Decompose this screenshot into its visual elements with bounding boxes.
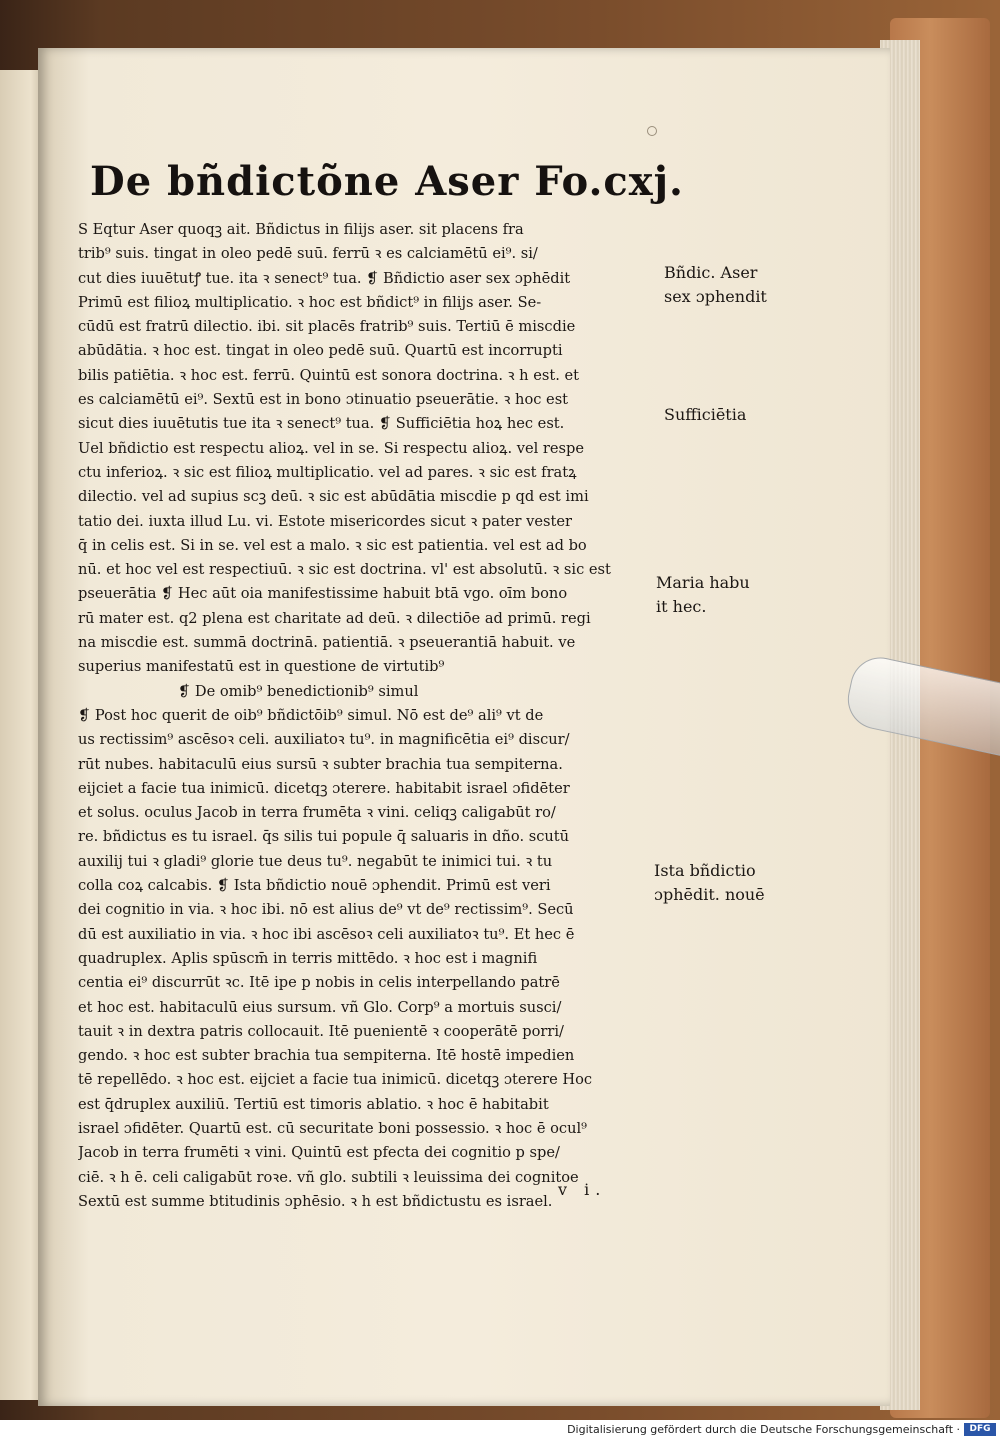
text-line: Sextū est summe btitudinis ɔphēsio. ꝛ h est bñdictustu es israel. (78, 1192, 553, 1210)
margin-note-sufficientia: Sufficiētia (664, 405, 747, 424)
text-line: rūt nubes. habitaculū eius sursū ꝛ subter brachia tua sempiterna. (78, 755, 563, 773)
text-line: sicut dies iuuētutis tue ita ꝛ senect⁹ tua. ❡ Sufficiētia hoꝝ hec est. (78, 415, 565, 433)
text-line: centia ei⁹ discurrūt ꝛc. Itē ipe p nobis in celis interpellando patrē (78, 974, 560, 992)
footer-bar (0, 1420, 1000, 1440)
text-line: israel ɔfidēter. Quartū est. cū securitate boni possessio. ꝛ hoc ē ocul⁹ (78, 1119, 588, 1137)
page-heading: De bñdictõne Aser Fo.cxj. (90, 158, 684, 205)
text-line: dū est auxiliatio in via. ꝛ hoc ibi ascēsoꝛ celi auxiliatoꝛ tu⁹. Et hec ē (78, 925, 575, 943)
text-line: tatio dei. iuxta illud Lu. vi. Estote misericordes sicut ꝛ pater vester (78, 512, 572, 530)
text-line: es calciamētū ei⁹. Sextū est in bono ɔtinuatio pseuerātie. ꝛ hoc est (78, 391, 569, 409)
margin-note-sex-comprehendit: sex ɔphendit (664, 287, 767, 306)
text-line: et solus. oculus Jacob in terra frumēta ꝛ vini. celiqꝫ caligabūt ro/ (78, 804, 556, 822)
text-line: dilectio. vel ad supius scꝫ deū. ꝛ sic est abūdātia miscdie p qd est imi (78, 488, 589, 506)
text-line: tauit ꝛ in dextra patris collocauit. Itē puenientē ꝛ cooperātē porri/ (78, 1022, 564, 1040)
text-line: et hoc est. habitaculū eius sursum. vñ Glo. Corp⁹ a mortuis susci/ (78, 998, 562, 1016)
paragraph-aser (78, 218, 658, 680)
text-line: re. bñdictus es tu israel. q̄s silis tui popule q̄ saluaris in dño. scutū (78, 828, 570, 846)
text-line: gendo. ꝛ hoc est subter brachia tua sempiterna. Itē hostē impedien (78, 1047, 575, 1065)
text-block (78, 218, 658, 1214)
margin-note-benedictio-aser: Bñdic. Aser (664, 263, 758, 282)
margin-note-ista-benedictio: Ista bñdictio (654, 861, 756, 880)
text-line: auxilij tui ꝛ gladi⁹ glorie tue deus tu⁹. negabūt te inimici tui. ꝛ tu (78, 852, 553, 870)
text-line: quadruplex. Aplis spūscm̄ in terris mittēdo. ꝛ hoc est i magnifi (78, 949, 538, 967)
text-line: Primū est filioꝝ multiplicatio. ꝛ hoc est bñdict⁹ in filijs aser. Se- (78, 293, 542, 311)
text-line: rū mater est. q2 plena est charitate ad deū. ꝛ dilectiōe ad primū. regi (78, 609, 591, 627)
text-line: abūdātia. ꝛ hoc est. tingat in oleo pedē suū. Quartū est incorrupti (78, 342, 563, 360)
paper-mark (647, 126, 657, 136)
text-line: pseuerātia ❡ Hec aūt oia manifestissime habuit btā vgo. oīm bono (78, 585, 568, 603)
text-line: us rectissim⁹ ascēsoꝛ celi. auxiliatoꝛ tu⁹. in magnificētia ei⁹ discur/ (78, 731, 570, 749)
text-line: ciē. ꝛ h ē. celi caligabūt roꝛe. vñ glo. subtili ꝛ leuissima dei cognitoe (78, 1168, 579, 1186)
dfg-logo: DFG (964, 1423, 996, 1436)
text-line: ctu inferioꝝ. ꝛ sic est filioꝝ multiplicatio. vel ad pares. ꝛ sic est fratꝝ (78, 463, 577, 481)
margin-note-novem: ɔphēdit. nouē (654, 885, 765, 904)
text-line: cūdū est fratrū dilectio. ibi. sit placēs fratrib⁹ suis. Tertiū ē miscdie (78, 318, 576, 336)
footer-credit: Digitalisierung gefördert durch die Deutsche Forschungsgemeinschaft · (567, 1423, 960, 1436)
text-line: colla coꝝ calcabis. ❡ Ista bñdictio nouē ɔphendit. Primū est veri (78, 877, 551, 895)
text-line: dei cognitio in via. ꝛ hoc ibi. nō est alius de⁹ vt de⁹ rectissim⁹. Secū (78, 901, 574, 919)
text-line: Jacob in terra frumēti ꝛ vini. Quintū est pfecta dei cognitio p spe/ (78, 1144, 560, 1162)
text-line: na miscdie est. summā doctrinā. patientiā. ꝛ pseuerantiā habuit. ve (78, 634, 576, 652)
margin-note-maria: Maria habu (656, 573, 750, 592)
text-line: q̄ in celis est. Si in se. vel est a malo. ꝛ sic est patientia. vel est ad bo (78, 536, 587, 554)
signature-mark: v i. (558, 1180, 607, 1199)
margin-note-maria-2: it hec. (656, 597, 707, 616)
text-line: trib⁹ suis. tingat in oleo pedē suū. ferrū ꝛ es calciamētū ei⁹. si/ (78, 245, 538, 263)
text-line: nū. et hoc vel est respectiuū. ꝛ sic est doctrina. vl' est absolutū. ꝛ sic est (78, 561, 611, 579)
text-line: est q̄druplex auxiliū. Tertiū est timoris ablatio. ꝛ hoc ē habitabit (78, 1095, 549, 1113)
text-line: bilis patiētia. ꝛ hoc est. ferrū. Quintū est sonora doctrina. ꝛ h est. et (78, 366, 579, 384)
text-line: eijciet a facie tua inimicū. dicetqꝫ ɔterere. habitabit israel ɔfidēter (78, 779, 570, 797)
text-line: superius manifestatū est in questione de virtutib⁹ (78, 658, 445, 676)
text-line: ❡ Post hoc querit de oib⁹ bñdictōib⁹ simul. Nō est de⁹ ali⁹ vt de (78, 706, 544, 724)
text-line: S Eqtur Aser quoqꝫ ait. Bñdictus in filijs aser. sit placens fra (78, 221, 524, 238)
text-line: Uel bñdictio est respectu alioꝝ. vel in se. Si respectu alioꝝ. vel respe (78, 439, 585, 457)
text-line: cut dies iuuētutꝭ tue. ita ꝛ senect⁹ tua. ❡ Bñdictio aser sex ɔphēdit (78, 269, 571, 287)
text-line: tē repellēdo. ꝛ hoc est. eijciet a facie tua inimicū. dicetqꝫ ɔterere Hoc (78, 1071, 593, 1089)
section-title: ❡ De omib⁹ benedictionib⁹ simul (178, 682, 419, 700)
paragraph-omnibus (78, 704, 658, 1214)
